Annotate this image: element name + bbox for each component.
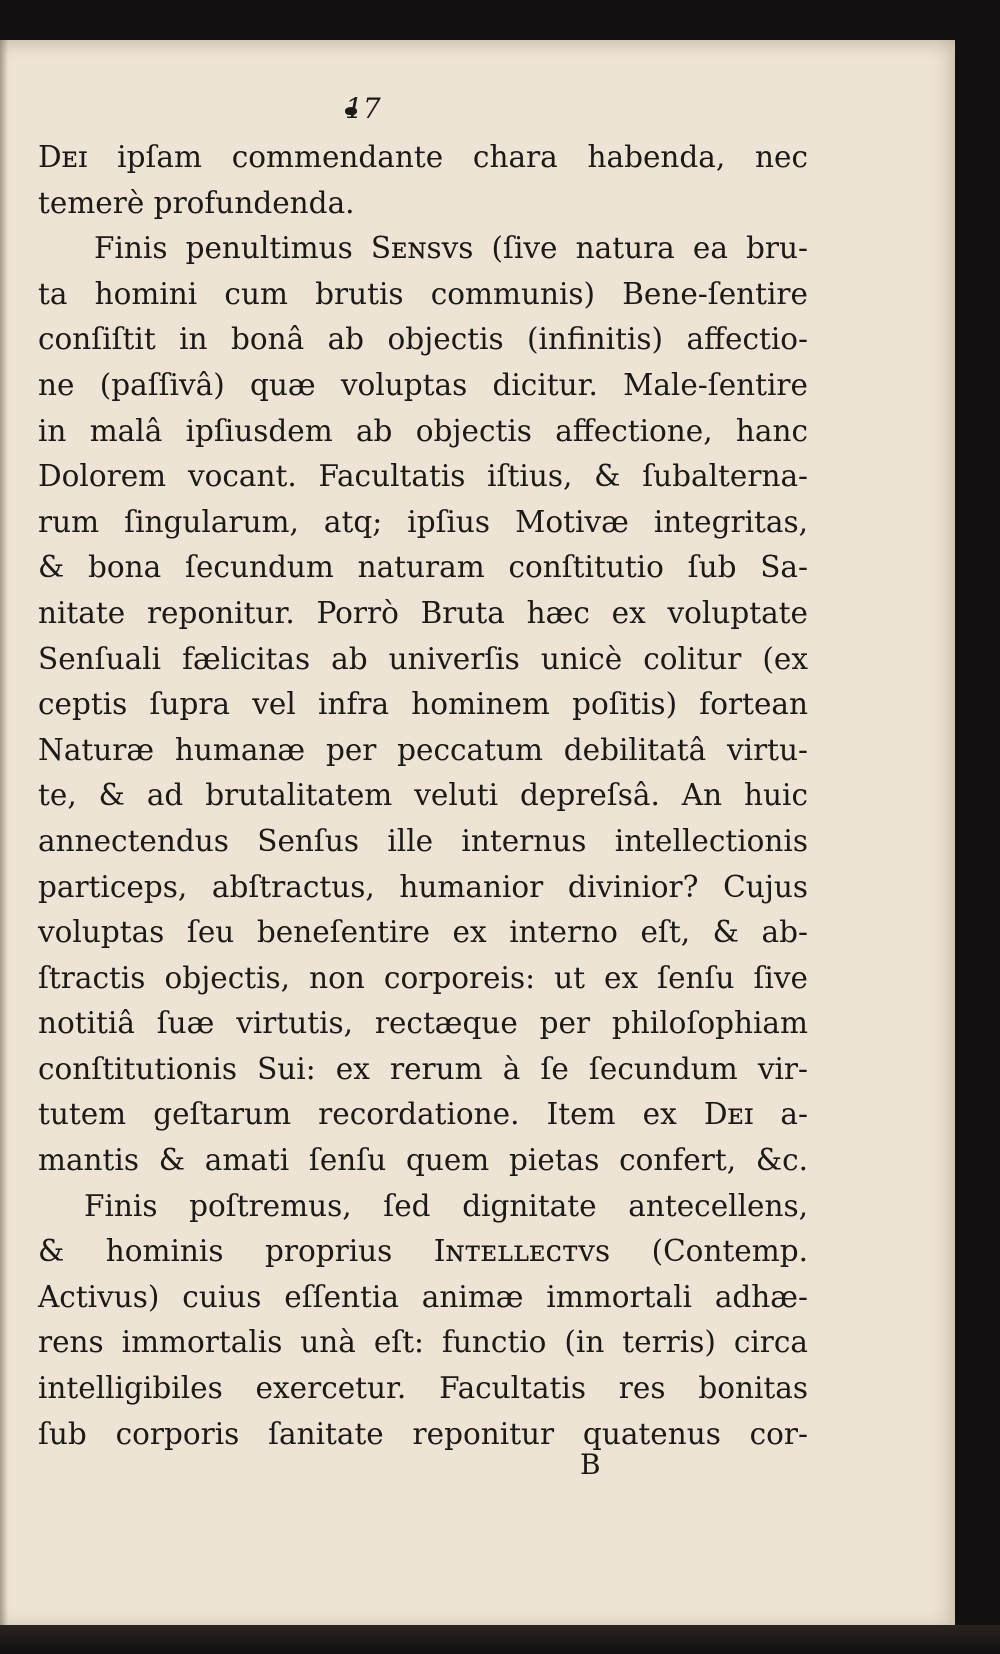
page-bottom-edge: [0, 1625, 1000, 1654]
text-line: ta homini cum brutis communis) Bene-ſentire: [38, 276, 808, 311]
text-line: particeps, abſtractus, humanior divinior? Cujus: [38, 869, 808, 904]
text-line: Finis penultimus Sᴇɴsᴠs (ſive natura ea bru-: [94, 231, 808, 266]
text-line: intelligibiles exercetur. Facultatis res bonitas: [38, 1371, 808, 1406]
text-line: voluptas ſeu beneſentire ex interno eſt, & ab-: [38, 915, 808, 950]
text-line: Dolorem vocant. Facultatis iſtius, & ſubalterna-: [38, 459, 808, 494]
text-line: nitate reponitur. Porrò Bruta hæc ex voluptate: [38, 595, 808, 630]
text-line: ſub corporis ſanitate reponitur quatenus cor-: [38, 1416, 808, 1451]
book-page: [0, 40, 955, 1625]
text-line: rum ſingularum, atq; ipſius Motivæ integritas,: [38, 504, 808, 539]
page-number: 17: [345, 92, 381, 125]
text-line: Dᴇɪ ipſam commendante chara habenda, nec: [38, 140, 808, 174]
text-line: ceptis ſupra vel infra hominem poſitis) fortean: [38, 687, 808, 722]
body-text: [38, 135, 808, 1457]
text-line: & hominis proprius Iɴᴛᴇʟʟᴇᴄᴛᴠs (Contemp.: [38, 1234, 808, 1269]
text-line: temerè profundenda.: [38, 185, 355, 220]
text-line: conſiſtit in bonâ ab objectis (infinitis) affectio-: [38, 322, 808, 357]
text-line: rens immortalis unà eſt: functio (in terris) circa: [38, 1325, 808, 1360]
text-line: Naturæ humanæ per peccatum debilitatâ virtu-: [38, 732, 808, 767]
text-line: ne (paſſivâ) quæ voluptas dicitur. Male-ſentire: [38, 367, 808, 402]
text-line: & bona ſecundum naturam conſtitutio ſub Sa-: [38, 550, 808, 585]
signature-mark: B: [580, 1448, 601, 1481]
text-line: Finis poſtremus, ſed dignitate antecellens,: [84, 1188, 808, 1223]
text-line: te, & ad brutalitatem veluti depreſsâ. An huic: [38, 778, 808, 813]
text-line: conſtitutionis Sui: ex rerum à ſe ſecundum vir-: [38, 1051, 808, 1086]
text-line: in malâ ipſiusdem ab objectis affectione, hanc: [38, 413, 808, 448]
text-line: Activus) cuius eſſentia animæ immortali adhæ-: [38, 1279, 808, 1314]
text-line: ſtractis objectis, non corporeis: ut ex ſenſu ſive: [38, 960, 808, 995]
text-line: mantis & amati ſenſu quem pietas confert, &c.: [38, 1143, 808, 1178]
text-line: tutem geſtarum recordatione. Item ex Dᴇɪ a-: [38, 1097, 808, 1132]
text-line: notitiâ ſuæ virtutis, rectæque per philoſophiam: [38, 1006, 808, 1041]
text-line: annectendus Senſus ille internus intellectionis: [38, 823, 808, 858]
text-line: Senſuali fælicitas ab univerſis unicè colitur (ex: [38, 641, 808, 676]
